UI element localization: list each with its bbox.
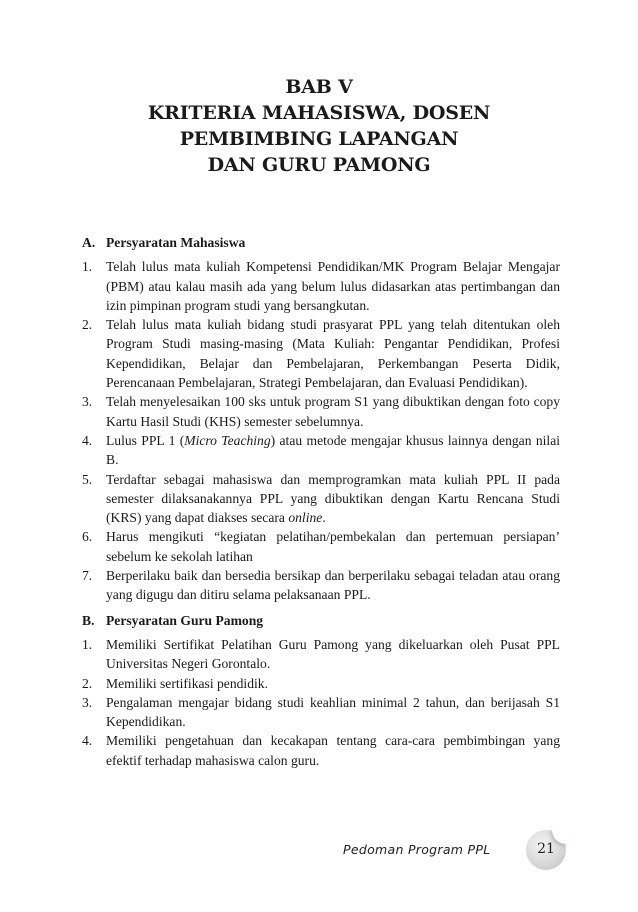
- item-text-italic: online: [288, 510, 323, 526]
- item-text: [106, 470, 560, 528]
- section-a-heading: [82, 233, 560, 252]
- chapter-title-line-1: KRITERIA MAHASISWA, DOSEN: [147, 102, 491, 124]
- item-number: 2.: [82, 317, 93, 333]
- item-text: Memiliki Sertifikat Pelatihan Guru Pamong yang dikeluarkan oleh Pusat PPL Universitas Negeri Gorontalo.: [106, 636, 560, 672]
- item-text: Memiliki pengetahuan dan kecakapan tentang cara-cara pembimbingan yang efektif terhadap mahasiswa calon guru.: [106, 733, 560, 768]
- item-text-before: Lulus PPL 1 (: [106, 432, 185, 448]
- item-number: 3.: [82, 694, 93, 710]
- item-number: 1.: [82, 636, 93, 652]
- item-text: Harus mengikuti “kegiatan pelatihan/pembekalan dan pertemuan persiapan’ sebelum ke sekolah latihan: [106, 529, 560, 564]
- item-number: 5.: [82, 471, 93, 487]
- page-number: 21: [537, 841, 555, 857]
- item-text: Pengalaman mengajar bidang studi keahlian minimal 2 tahun, dan berijasah S1 Kependidikan.: [106, 694, 560, 730]
- item-number: 2.: [82, 675, 93, 691]
- list-item: [82, 527, 560, 566]
- item-text-before: Terdaftar sebagai mahasiswa dan memprogramkan mata kuliah PPL II pada semester dilaksanakannya PPL yang dibuktikan dengan Kartu Rencana Studi (KRS) yang dapat diakses secara: [106, 471, 560, 526]
- section-b-title: Persyaratan Guru Pamong: [106, 612, 264, 628]
- item-number: 4.: [82, 733, 93, 749]
- list-item: [82, 392, 560, 431]
- item-text: Telah menyelesaikan 100 sks untuk program S1 yang dibuktikan dengan foto copy Kartu Hasil Studi (KHS) semester sebelumnya.: [106, 394, 560, 429]
- chapter-number: BAB V: [285, 76, 353, 98]
- footer-book-title: Pedoman Program PPL: [343, 842, 491, 857]
- item-text-italic: Micro Teaching: [184, 432, 271, 448]
- chapter-title-line-3: DAN GURU PAMONG: [207, 154, 431, 176]
- list-item: [82, 731, 560, 770]
- page-body: [82, 233, 560, 770]
- chapter-title-line-2: PEMBIMBING LAPANGAN: [179, 128, 459, 150]
- item-text: [106, 431, 560, 470]
- item-text-after: ) atau metode mengajar khusus lainnya dengan nilai B.: [106, 432, 561, 468]
- list-item: [82, 470, 560, 528]
- section-a-label: A.: [82, 235, 96, 250]
- list-item: [82, 674, 560, 693]
- section-a-list: [82, 257, 560, 604]
- section-a-title: Persyaratan Mahasiswa: [106, 235, 246, 250]
- item-text: Memiliki sertifikasi pendidik.: [106, 675, 268, 691]
- item-text: Berperilaku baik dan bersedia bersikap dan berperilaku sebagai teladan atau orang yang digugu dan ditiru selama pelaksanaan PPL.: [106, 568, 560, 603]
- section-b-label: B.: [82, 612, 95, 628]
- list-item: [82, 635, 560, 674]
- page-number-badge: [526, 830, 566, 870]
- item-number: 3.: [82, 394, 93, 410]
- list-item: [82, 431, 560, 470]
- list-item: [82, 693, 560, 732]
- item-number: 7.: [82, 568, 93, 584]
- section-b-list: [82, 635, 560, 770]
- list-item: [82, 315, 560, 392]
- chapter-heading: [0, 74, 638, 178]
- section-b-heading: [82, 611, 560, 630]
- list-item: [82, 257, 560, 315]
- item-text: Telah lulus mata kuliah Kompetensi Pendidikan/MK Program Belajar Mengajar (PBM) atau kalau masih ada yang belum lulus didasarkan atas pertimbangan dan izin pimpinan program studi yang bersangkutan.: [106, 259, 560, 313]
- item-number: 4.: [82, 432, 93, 448]
- list-item: [82, 566, 560, 605]
- item-number: 6.: [82, 529, 93, 545]
- item-number: 1.: [82, 259, 93, 275]
- item-text-after: .: [322, 510, 326, 526]
- item-text: Telah lulus mata kuliah bidang studi prasyarat PPL yang telah ditentukan oleh Program Studi masing-masing (Mata Kuliah: Pengantar Pendidikan, Profesi Kependidikan, Belajar dan Pembelajaran, Perkembangan Peserta Didik, Perencanaan Pembelajaran, Strategi Pembelajaran, dan Evaluasi Pendidikan).: [106, 317, 560, 391]
